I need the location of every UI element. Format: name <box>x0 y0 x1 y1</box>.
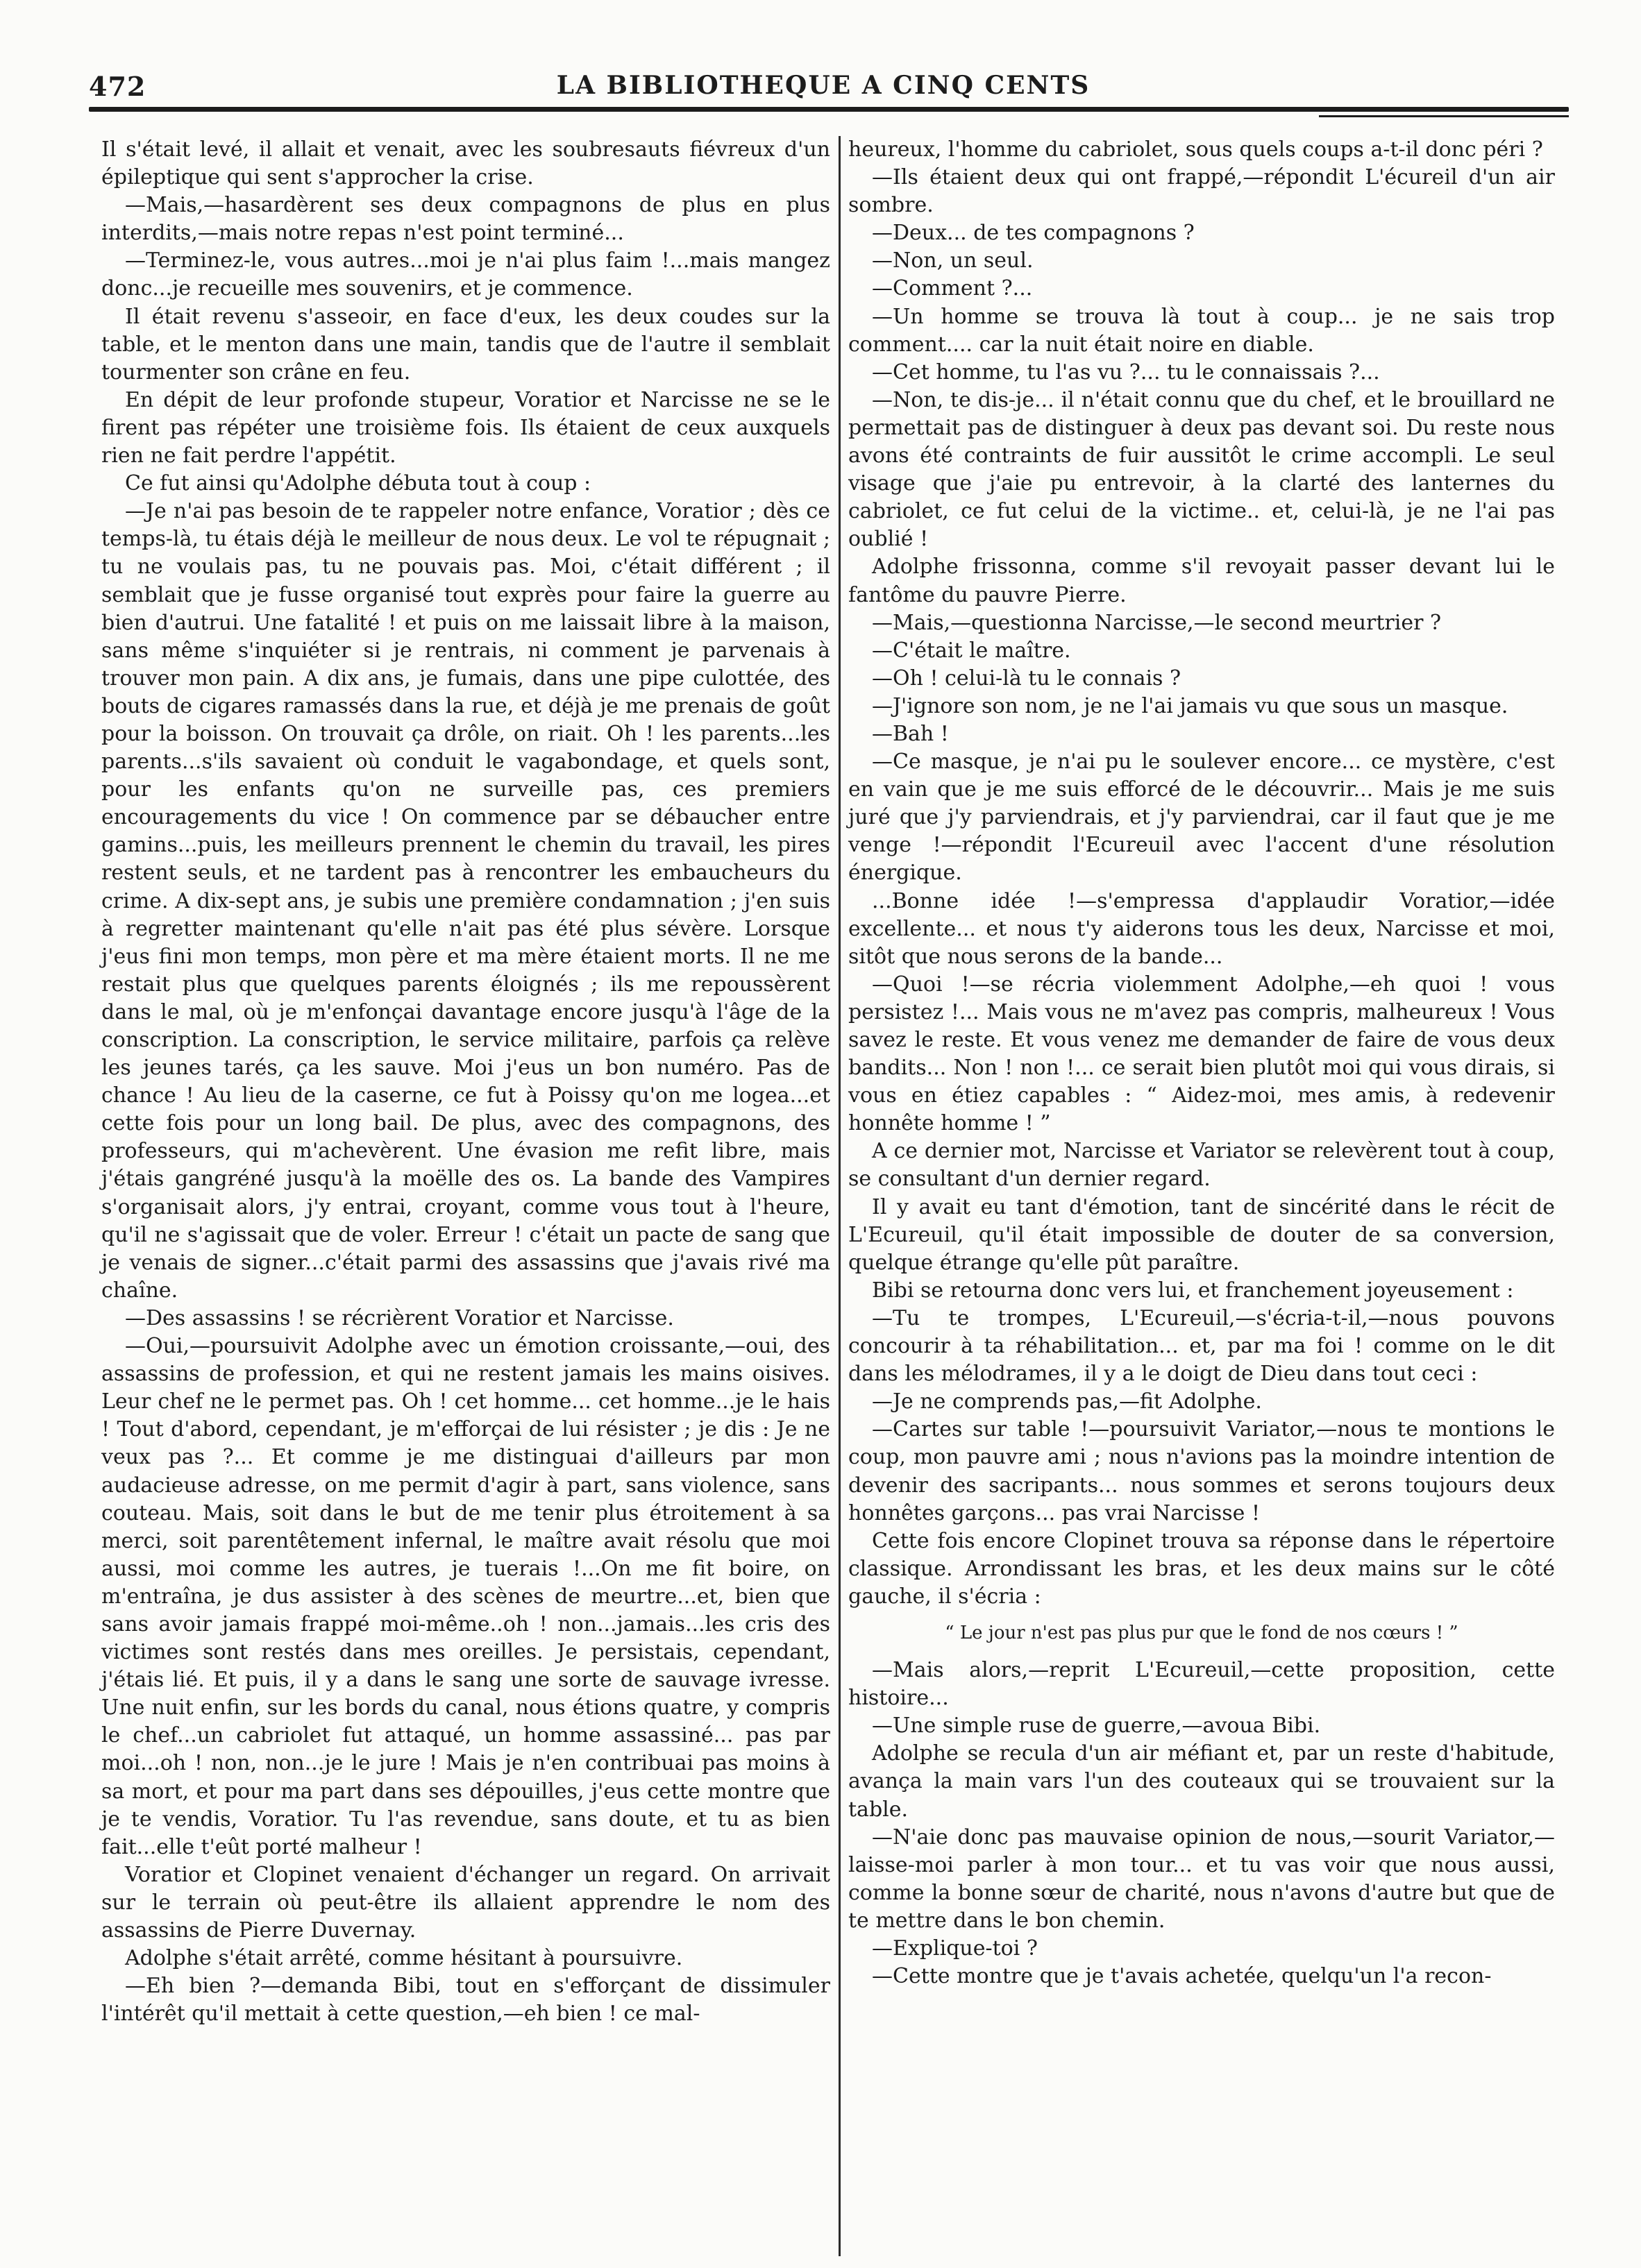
paragraph: Voratior et Clopinet venaient d'échanger un regard. On arrivait sur le terrain où peut-être ils allaient apprendre le nom des assassins de Pierre Duvernay. <box>101 1862 830 1943</box>
paragraph: Il s'était levé, il allait et venait, avec les soubresauts fiévreux d'un épileptique qui sent s'approcher la crise. <box>101 137 830 190</box>
paragraph: Adolphe frissonna, comme s'il revoyait passer devant lui le fantôme du pauvre Pierre. <box>848 555 1555 607</box>
paragraph: —Non, te dis-je... il n'était connu que du chef, et le brouillard ne permettait pas de distinguer à deux pas devant soi. Du reste nous avons été contraints de fuir aussitôt le crime accompli. Le seul visage que j'aie pu entrevoir, à la clarté des lanternes du cabriolet, ce fut celui de la victime.. et, celui-là, je ne l'ai pas oublié ! <box>848 387 1555 552</box>
paragraph: Ce fut ainsi qu'Adolphe débuta tout à coup : <box>125 471 591 496</box>
paragraph: Adolphe se recula d'un air méfiant et, par un reste d'habitude, avança la main vars l'un des couteaux qui se trouvaient sur la table. <box>848 1741 1555 1822</box>
paragraph: —Eh bien ?—demanda Bibi, tout en s'efforçant de dissimuler l'intérêt qu'il mettait à cette question,—eh bien ! ce mal- <box>101 1974 830 2026</box>
paragraph: —N'aie donc pas mauvaise opinion de nous,—sourit Variator,—laisse-moi parler à mon tour... et tu vas voir que nous aussi, comme la bonne sœur de charité, nous n'avons d'autre but que de te mettre dans le bon chemin. <box>848 1825 1555 1933</box>
paragraph: —Terminez-le, vous autres...moi je n'ai plus faim !...mais mangez donc...je recueille mes souvenirs, et je commence. <box>101 248 830 301</box>
paragraph: —Je n'ai pas besoin de te rappeler notre enfance, Voratior ; dès ce temps-là, tu étais déjà le meilleur de nous deux. Le vol te répugnait ; tu ne voulais pas, tu ne pouvais pas. Moi, c'était différent ; il semblait que je fusse organisé tout exprès pour faire la guerre au bien d'autrui. Une fatalité ! et puis on me laissait libre à la maison, sans même s'inquiéter si je rentrais, ni comment je parvenais à trouver mon pain. A dix ans, je fumais, dans une pipe culottée, des bouts de cigares ramassés dans la rue, et déjà je me prenais de goût pour la boisson. On trouvait ça drôle, on riait. Oh ! les parents...les parents...s'ils savaient où conduit le vagabondage, et quels sont, pour les enfants qu'on ne surveille pas, ces premiers encouragements du vice ! On commence par se débaucher entre gamins...puis, les meilleurs prennent le chemin du travail, les pires restent seuls, et ne tardent pas à rencontrer les embaucheurs du crime. A dix-sept ans, je subis une première condamnation ; j'en suis à regretter maintenant qu'elle n'ait pas été plus sévère. Lorsque j'eus fini mon temps, mon père et ma mère étaient morts. Il ne me restait plus que quelques parents éloignés ; ils me repoussèrent dans le mal, où je m'enfonçai davantage encore jusqu'à l'âge de la conscription. La conscription, le service militaire, parfois ça relève les jeunes tarés, ça les sauve. Moi j'eus un bon numéro. Pas de chance ! Au lieu de la caserne, ce fut à Poissy qu'on me logea...et cette fois pour un long bail. De plus, avec des compagnons, des professeurs, qui m'achevèrent. Une évasion me refit libre, mais j'étais gangréné jusqu'à la moëlle des os. La bande des Vampires s'organisait alors, j'y entrai, croyant, comme vous tout à l'heure, qu'il ne s'agissait que de voler. Erreur ! c'était un pacte de sang que je venais de signer...c'était parmi des assassins que j'avais rivé ma chaîne. <box>101 499 830 1303</box>
paragraph: heureux, l'homme du cabriolet, sous quels coups a-t-il donc péri ? <box>848 137 1543 162</box>
column-divider <box>839 136 841 2256</box>
paragraph: —Non, un seul. <box>872 248 1034 273</box>
paragraph: Il y avait eu tant d'émotion, tant de sincérité dans le récit de L'Ecureuil, qu'il était impossible de douter de sa conversion, quelque étrange qu'elle pût paraître. <box>848 1194 1555 1275</box>
paragraph: —Ce masque, je n'ai pu le soulever encore... ce mystère, c'est en vain que je me suis efforcé de le découvrir... Mais je me suis juré que j'y parviendrais, et j'y parviendrai, car il faut que je me venge !—répondit l'Ecureuil avec l'accent d'une résolution énergique. <box>848 750 1555 886</box>
paragraph: En dépit de leur profonde stupeur, Voratior et Narcisse ne se le firent pas répéter une troisième fois. Ils étaient de ceux auxquels rien ne fait perdre l'appétit. <box>101 387 830 468</box>
paragraph: —Oh ! celui-là tu le connais ? <box>872 666 1181 691</box>
paragraph: Cette fois encore Clopinet trouva sa réponse dans le répertoire classique. Arrondissant les bras, et les deux mains sur le côté gauche, il s'écria : <box>848 1528 1555 1609</box>
paragraph: —Bah ! <box>872 721 949 746</box>
page-number: 472 <box>89 71 146 102</box>
left-column <box>101 136 830 2028</box>
paragraph: —Une simple ruse de guerre,—avoua Bibi. <box>872 1713 1321 1738</box>
paragraph: —Je ne comprends pas,—fit Adolphe. <box>872 1389 1262 1414</box>
paragraph: —Deux... de tes compagnons ? <box>872 221 1195 246</box>
right-column <box>848 136 1555 1990</box>
running-title: LA BIBLIOTHEQUE A CINQ CENTS <box>556 71 1091 100</box>
paragraph: —Cet homme, tu l'as vu ?... tu le connaissais ?... <box>872 359 1380 384</box>
paragraph: —J'ignore son nom, je ne l'ai jamais vu que sous un masque. <box>872 693 1508 718</box>
paragraph: —Mais,—questionna Narcisse,—le second meurtrier ? <box>872 610 1442 635</box>
page-header <box>89 67 1558 108</box>
header-rule <box>89 107 1569 112</box>
paragraph: A ce dernier mot, Narcisse et Variator se relevèrent tout à coup, se consultant d'un dernier regard. <box>848 1139 1555 1192</box>
paragraph: —Un homme se trouva là tout à coup... je ne sais trop comment.... car la nuit était noire en diable. <box>848 304 1555 357</box>
paragraph: Adolphe s'était arrêté, comme hésitant à poursuivre. <box>125 1946 683 1971</box>
paragraph: —Quoi !—se récria violemment Adolphe,—eh quoi ! vous persistez !... Mais vous ne m'avez pas compris, malheureux ! Vous savez le reste. Et vous venez me demander de faire de vous deux bandits... Non ! non !... ce serait bien plutôt moi qui vous dirais, si vous en étiez capables : “ Aidez-moi, mes amis, à redevenir honnête homme ! ” <box>848 972 1555 1136</box>
paragraph: —Mais,—hasardèrent ses deux compagnons de plus en plus interdits,—mais notre repas n'est point terminé... <box>101 193 830 246</box>
header-rule-accent <box>1319 115 1569 117</box>
paragraph: —Mais alors,—reprit L'Ecureuil,—cette proposition, cette histoire... <box>848 1658 1555 1711</box>
paragraph: —Ils étaient deux qui ont frappé,—répondit L'écureil d'un air sombre. <box>848 165 1555 218</box>
verse-quote: “ Le jour n'est pas plus pur que le fond de nos cœurs ! ” <box>945 1622 1458 1643</box>
paragraph: ...Bonne idée !—s'empressa d'applaudir Voratior,—idée excellente... et nous t'y aiderons tous les deux, Narcisse et moi, sitôt que nous serons de la bande... <box>848 888 1555 969</box>
paragraph: —C'était le maître. <box>872 638 1071 663</box>
paragraph: —Tu te trompes, L'Ecureuil,—s'écria-t-il,—nous pouvons concourir à ta réhabilitation... et, par ma foi ! comme on le dit dans les mélodrames, il y a le doigt de Dieu dans tout ceci : <box>848 1305 1555 1387</box>
paragraph: —Cartes sur table !—poursuivit Variator,—nous te montions le coup, mon pauvre ami ; nous n'avions pas la moindre intention de devenir des sacripants... nous sommes et serons toujours deux honnêtes garçons... pas vrai Narcisse ! <box>848 1417 1555 1525</box>
paragraph: —Comment ?... <box>872 276 1033 301</box>
paragraph: —Cette montre que je t'avais achetée, quelqu'un l'a recon- <box>872 1964 1492 1989</box>
paragraph: —Oui,—poursuivit Adolphe avec un émotion croissante,—oui, des assassins de profession, et qui ne restent jamais les mains oisives. Leur chef ne le permet pas. Oh ! cet homme... cet homme...je le hais ! Tout d'abord, cependant, je m'efforçai de lui résister ; je dis : Je ne veux pas ?... Et comme je me distinguai d'ailleurs par mon audacieuse adresse, on me permit d'agir à part, sans violence, sans couteau. Mais, soit dans le but de me tenir plus étroitement à sa merci, soit parentêtement infernal, le maître avait résolu que moi aussi, moi comme les autres, je tuerais !...On me fit boire, on m'entraîna, je dus assister à des scènes de meurtre...et, bien que sans avoir jamais frappé moi-même..oh ! non...jamais...les cris des victimes sont restés dans mes oreilles. Je persistais, cependant, j'étais lié. Et puis, il y a dans le sang une sorte de sauvage ivresse. Une nuit enfin, sur les bords du canal, nous étions quatre, y compris le chef...un cabriolet fut attaqué, un homme assassiné... pas par moi...oh ! non, non...je le jure ! Mais je n'en contribuai pas moins à sa mort, et pour ma part dans ses dépouilles, j'eus cette montre que je te vendis, Voratior. Tu l'as revendue, sans doute, et tu as bien fait...elle t'eût porté malheur ! <box>101 1334 830 1859</box>
paragraph: —Des assassins ! se récrièrent Voratior et Narcisse. <box>125 1305 674 1330</box>
paragraph: —Explique-toi ? <box>872 1936 1038 1961</box>
paragraph: Bibi se retourna donc vers lui, et franchement joyeusement : <box>872 1278 1514 1303</box>
paragraph: Il était revenu s'asseoir, en face d'eux, les deux coudes sur la table, et le menton dans une main, tandis que de l'autre il semblait tourmenter son crâne en feu. <box>101 304 830 384</box>
